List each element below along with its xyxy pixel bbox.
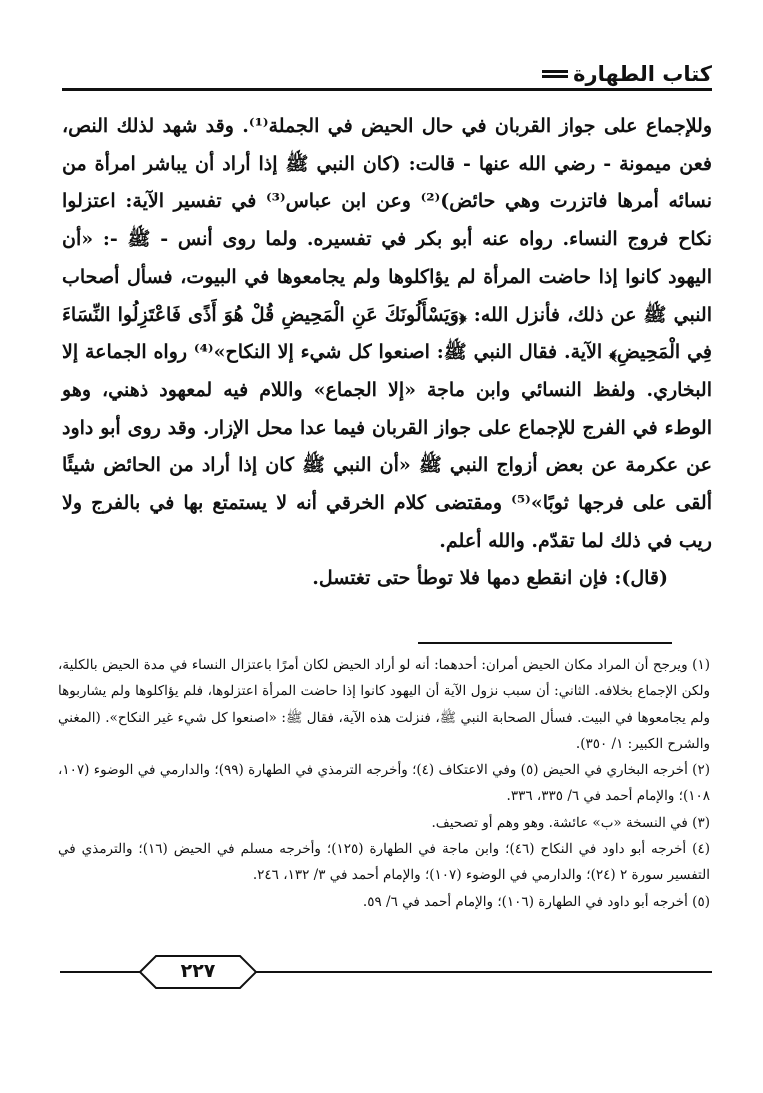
page-number-frame — [138, 954, 258, 990]
main-paragraph: وللإجماع على جواز القربان في حال الحيض في الجملة⁽¹⁾. وقد شهد لذلك النص، فعن ميمونة - رضي الله عنها - قالت: (كان النبي ﷺ إذا أراد أن يباشر امرأة من نسائه أمرها فاتزرت وهي حائض)⁽²⁾ وعن ابن عباس⁽³⁾ في تفسير الآية: اعتزلوا نكاح فروج النساء. رواه عنه أبو بكر في تفسيره. ولما روى أنس - ﷺ -: «أن اليهود كانوا إذا حاضت المرأة لم يؤاكلوها ولم يجامعوها في البيوت، فسأل أصحاب النبي ﷺ عن ذلك، فأنزل الله: ﴿وَيَسْأَلُونَكَ عَنِ الْمَحِيضِ قُلْ هُوَ أَذًى فَاعْتَزِلُوا النِّسَاءَ فِي الْمَحِيضِ﴾ الآية. فقال النبي ﷺ: اصنعوا كل شيء إلا النكاح»⁽⁴⁾ رواه الجماعة إلا البخاري. ولفظ النسائي وابن ماجة «إلا الجماع» واللام فيه لمعهود ذهني، وهو الوطء في الفرج للإجماع على جواز القربان فيما عدا محل الإزار. وقد روى أبو داود عن عكرمة عن بعض أزواج النبي ﷺ «أن النبي ﷺ كان إذا أراد من الحائض شيئًا ألقى على فرجها ثوبًا»⁽⁵⁾ ومقتضى كلام الخرقي أنه لا يستمتع بها في بالفرج ولا ريب في ذلك لما تقدّم. والله أعلم. — [62, 115, 712, 552]
footnote-3: (٣) في النسخة «ب» عائشة. وهو وهم أو تصحيف. — [431, 814, 710, 831]
footnote-2: (٢) أخرجه البخاري في الحيض (٥) وفي الاعتكاف (٤)؛ وأخرجه الترمذي في الطهارة (٩٩)؛ والدارمي في الوضوء (١٠٧، ١٠٨)؛ والإمام أحمد في ٦/ ٣٣٥، ٣٣٦. — [58, 762, 710, 805]
qal-paragraph: (قال): فإن انقطع دمها فلا توطأ حتى تغتسل. — [312, 567, 668, 590]
header-title: كتاب الطهارة — [573, 62, 712, 86]
footnotes — [58, 652, 710, 915]
footnote-separator — [418, 642, 672, 644]
header-ornament — [542, 70, 568, 79]
header-rule — [62, 88, 712, 91]
footnote-1: (١) ويرجح أن المراد مكان الحيض أمران: أحدهما: أنه لو أراد الحيض لكان أمرًا باعتزال النساء في مدة الحيض بالكلية، ولكن الإجماع بخلافه. الثاني: أن سبب نزول الآية أن اليهود كانوا إذا حاضت المرأة اعتزلوها، فلم يؤاكلوها ولم يشاربوها ولم يجامعوها في البيت. فسأل الصحابة النبي ﷺ، فنزلت هذه الآية، فقال ﷺ: «اصنعوا كل شيء غير النكاح». (المغني والشرح الكبير: ١/ ٣٥٠). — [58, 657, 710, 752]
page-number-rule-left — [60, 971, 140, 973]
main-text — [62, 108, 712, 598]
footnote-5: (٥) أخرجه أبو داود في الطهارة (١٠٦)؛ والإمام أحمد في ٦/ ٥٩. — [362, 893, 710, 910]
footnote-4: (٤) أخرجه أبو داود في النكاح (٤٦)؛ وابن ماجة في الطهارة (١٢٥)؛ وأخرجه مسلم في الحيض (١٦)؛ والترمذي في التفسير سورة ٢ (٢٤)؛ والدارمي في الوضوء (١٠٧)؛ والإمام أحمد في ٣/ ١٣٢، ٢٤٦. — [58, 841, 710, 884]
page-number-rule-right — [256, 971, 712, 973]
page-number: ٢٢٧ — [180, 960, 216, 982]
running-header — [62, 58, 712, 92]
